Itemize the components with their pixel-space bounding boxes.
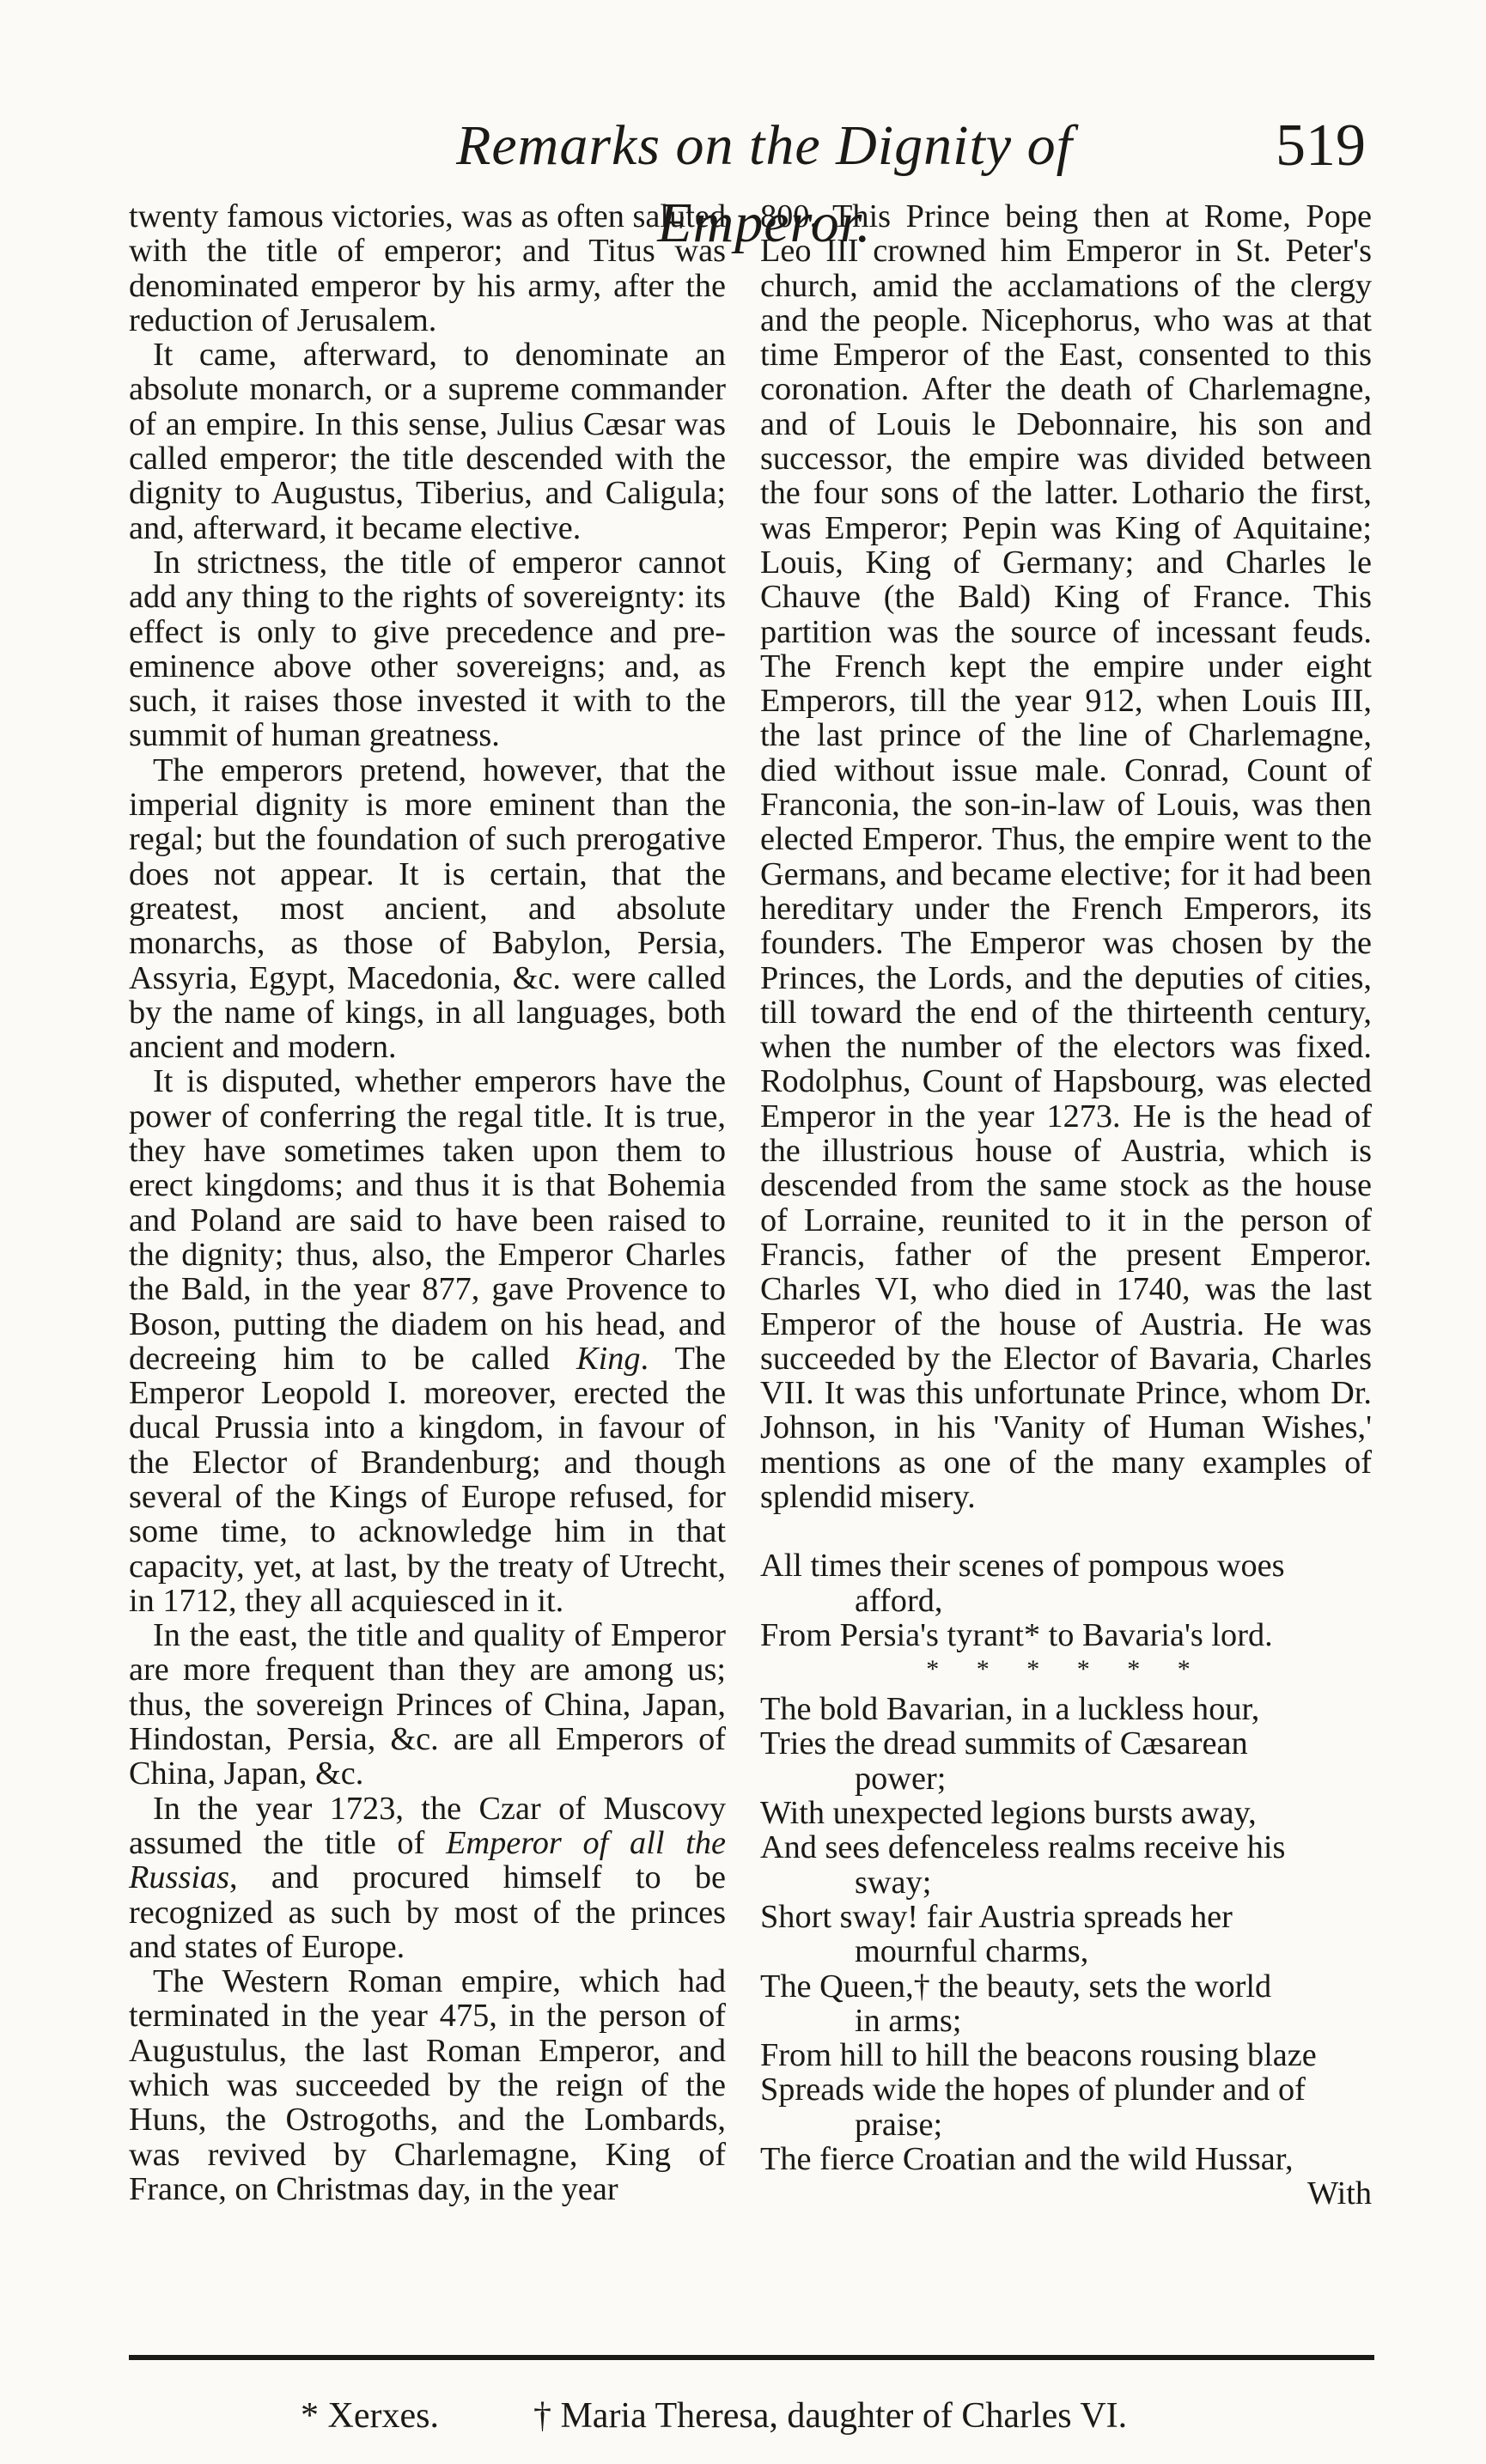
paragraph-2: It came, afterward, to denominate an absolute monarch, or a supreme commander of an empire. In this sense, Julius Cæsar was called emperor; the title descended with the dignity to Augustus, Tiberius, and Caligula; and, afterward, it became elective. — [129, 337, 726, 546]
poem-line-continuation: power; — [855, 1760, 947, 1797]
poem-line-continuation: sway; — [855, 1864, 932, 1901]
paragraph-5-text-b: . The Emperor Leopold I. moreover, erected the ducal Prussia into a kingdom, in favour of the Elector of Brandenburg; and though several of the Kings of Europe refused, for some time, to acknowledge him in that capacity, yet, at last, by the treaty of Utrecht, in 1712, they all acquiesced in it. — [129, 1340, 727, 1619]
poem-line: The fierce Croatian and the wild Hussar, — [760, 2141, 1294, 2178]
paragraph-7-text-b: , and procured himself to be recognized as such by most of the princes and states of Europe. — [129, 1859, 726, 1965]
right-column — [760, 199, 1372, 2212]
poem-line: Short sway! fair Austria spreads her — [760, 1898, 1233, 1935]
emperor-title-italic: Emperor of all the Russias — [129, 1824, 726, 1896]
paragraph-5-text-a: It is disputed, whether emperors have the power of conferring the regal title. It is true, they have sometimes taken upon them to erect kingdoms; and thus it is that Bohemia and Poland are said to have been raised to the dignity; thus, also, the Emperor Charles the Bald, in the year 877, gave Provence to Boson, putting the diadem on his head, and decreeing him to be called — [129, 1063, 726, 1377]
asterism: * * * * * * — [926, 1655, 1206, 1684]
paragraph-4: The emperors pretend, however, that the imperial dignity is more eminent than the regal; but the foundation of such prerogative does not appear. It is certain, that the greatest, most ancient, and absolute monarchs, as those of Babylon, Persia, Assyria, Egypt, Macedonia, &c. were called by the name of kings, in all languages, both ancient and modern. — [129, 751, 726, 1066]
poem-line-continuation: afford, — [855, 1582, 943, 1619]
poem-line-continuation: in arms; — [855, 2002, 962, 2039]
left-column — [129, 199, 726, 2206]
page-header — [0, 107, 1486, 254]
paragraph-1: twenty famous victories, was as often saluted with the title of emperor; and Titus was denominated emperor by his army, after the reduction of Jerusalem. — [129, 198, 726, 338]
catchword: With — [1306, 2175, 1372, 2212]
poem-line: All times their scenes of pompous woes — [760, 1548, 1285, 1585]
paragraph-7 — [129, 1792, 726, 1964]
poem-line: From Persia's tyrant* to Bavaria's lord. — [760, 1616, 1273, 1653]
footnote-maria-theresa: † Maria Theresa, daughter of Charles VI. — [533, 2396, 1128, 2436]
footnotes — [301, 2394, 1331, 2437]
footnote-xerxes: * Xerxes. — [301, 2396, 439, 2436]
paragraph-6: In the east, the title and quality of Emperor are more frequent than they are among us; thus, the sovereign Princes of China, Japan, Hindostan, Persia, &c. are all Emperors of China, Japan, &c. — [129, 1617, 726, 1792]
paragraph-8: The Western Roman empire, which had terminated in the year 475, in the person of Augustulus, the last Roman Emperor, and which was succeeded by the reign of the Huns, the Ostrogoths, and the Lombards, was revived by Charlemagne, King of France, on Christmas day, in the year — [129, 1963, 726, 2207]
poem-line: From hill to hill the beacons rousing blaze — [760, 2037, 1317, 2074]
poem-line: Tries the dread summits of Cæsarean — [760, 1725, 1248, 1762]
poem-line: Spreads wide the hopes of plunder and of — [760, 2072, 1306, 2108]
page-number: 519 — [1276, 113, 1366, 179]
poem-line: And sees defenceless realms receive his — [760, 1829, 1286, 1866]
paragraph-3: In strictness, the title of emperor cannot add any thing to the rights of sovereignty: its effect is only to give precedence and pre-eminence above other sovereigns; and, as such, it raises those invested it with to the summit of human greatness. — [129, 544, 726, 754]
footnote-rule — [129, 2355, 1374, 2360]
paragraph-continued: 800. This Prince being then at Rome, Pope Leo III crowned him Emperor in St. Peter's church, amid the acclamations of the clergy and the people. Nicephorus, who was at that time Emperor of the East, consented to this coronation. After the death of Charlemagne, and of Louis le Debonnaire, his son and successor, the empire was divided between the four sons of the latter. Lothario the first, was Emperor; Pepin was King of Aquitaine; Louis, King of Germany; and Charles le Chauve (the Bald) King of France. This partition was the source of incessant feuds. The French kept the empire under eight Emperors, till the year 912, when Louis III, the last prince of the line of Charlemagne, died without issue male. Conrad, Count of Franconia, the son-in-law of Louis, was then elected Emperor. Thus, the empire went to the Germans, and became elective; for it had been hereditary under the French Emperors, its founders. The Emperor was chosen by the Princes, the Lords, and the deputies of cities, till toward the end of the thirteenth century, when the number of the electors was fixed. Rodolphus, Count of Hapsbourg, was elected Emperor in the year 1273. He is the head of the illustrious house of Austria, which is descended from the same stock as the house of Lorraine, reunited to it in the person of Francis, father of the present Emperor. Charles VI, who died in 1740, was the last Emperor of the house of Austria. He was succeeded by the Elector of Bavaria, Charles VII. It was this unfortunate Prince, whom Dr. Johnson, in his 'Vanity of Human Wishes,' mentions as one of the many examples of splendid misery. — [760, 198, 1372, 1515]
paragraph-5 — [129, 1064, 726, 1618]
poem-line: With unexpected legions bursts away, — [760, 1795, 1257, 1832]
poem-line-continuation: mournful charms, — [855, 1933, 1089, 1970]
poem-line: The bold Bavarian, in a luckless hour, — [760, 1691, 1260, 1728]
poem-quotation — [760, 1548, 1372, 2211]
running-title: Remarks on the Dignity of Emperor. — [456, 114, 1073, 254]
poem-line-continuation: praise; — [855, 2106, 943, 2143]
paragraph-7-text-a: In the year 1723, the Czar of Muscovy assumed the title of — [129, 1790, 726, 1861]
king-italic: King — [576, 1340, 641, 1377]
poem-line: The Queen,† the beauty, sets the world — [760, 1968, 1272, 2005]
